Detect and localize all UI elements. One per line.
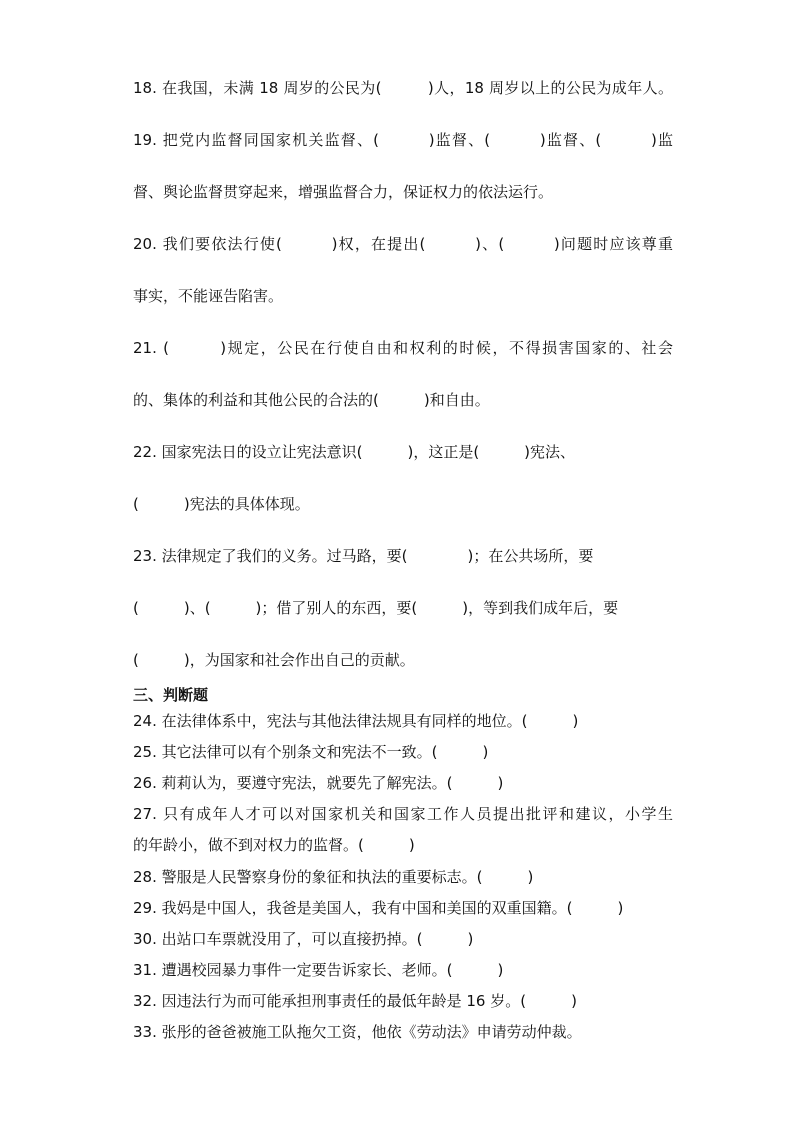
question-20-continued: 事实，不能诬告陷害。 [133,287,284,305]
question-27-continued: 的年龄小，做不到对权力的监督。( ) [133,836,415,854]
question-23-continued-2: ( )，为国家和社会作出自己的贡献。 [133,651,415,669]
section-heading-judgment: 三、判断题 [133,686,209,704]
question-21-continued: 的、集体的利益和其他公民的合法的( )和自由。 [133,391,490,409]
question-31: 31. 遭遇校园暴力事件一定要告诉家长、老师。( ) [133,961,504,979]
question-20: 20. 我们要依法行使( )权，在提出( )、( )问题时应该尊重 [133,235,673,253]
question-19-continued: 督、舆论监督贯穿起来，增强监督合力，保证权力的依法运行。 [133,183,554,201]
question-23-continued-1: ( )、( )；借了别人的东西，要( )，等到我们成年后，要 [133,599,619,617]
question-21: 21. ( )规定，公民在行使自由和权利的时候，不得损害国家的、社会 [133,339,673,357]
question-28: 28. 警服是人民警察身份的象征和执法的重要标志。( ) [133,868,534,886]
question-22: 22. 国家宪法日的设立让宪法意识( )，这正是( )宪法、 [133,443,576,461]
question-30: 30. 出站口车票就没用了，可以直接扔掉。( ) [133,930,474,948]
question-25: 25. 其它法律可以有个别条文和宪法不一致。( ) [133,743,489,761]
question-29: 29. 我妈是中国人，我爸是美国人，我有中国和美国的双重国籍。( ) [133,899,624,917]
question-24: 24. 在法律体系中，宪法与其他法律法规具有同样的地位。( ) [133,712,579,730]
question-23: 23. 法律规定了我们的义务。过马路，要( )；在公共场所，要 [133,547,594,565]
question-33: 33. 张彤的爸爸被施工队拖欠工资，他依《劳动法》申请劳动仲裁。 [133,1023,582,1041]
question-26: 26. 莉莉认为，要遵守宪法，就要先了解宪法。( ) [133,774,504,792]
question-22-continued: ( )宪法的具体体现。 [133,495,310,513]
question-32: 32. 因违法行为而可能承担刑事责任的最低年龄是 16 岁。( ) [133,992,577,1010]
question-18: 18. 在我国，未满 18 周岁的公民为( )人，18 周岁以上的公民为成年人。 [133,79,673,97]
question-27: 27. 只有成年人才可以对国家机关和国家工作人员提出批评和建议，小学生 [133,805,673,823]
question-19: 19. 把党内监督同国家机关监督、( )监督、( )监督、( )监 [133,131,673,149]
